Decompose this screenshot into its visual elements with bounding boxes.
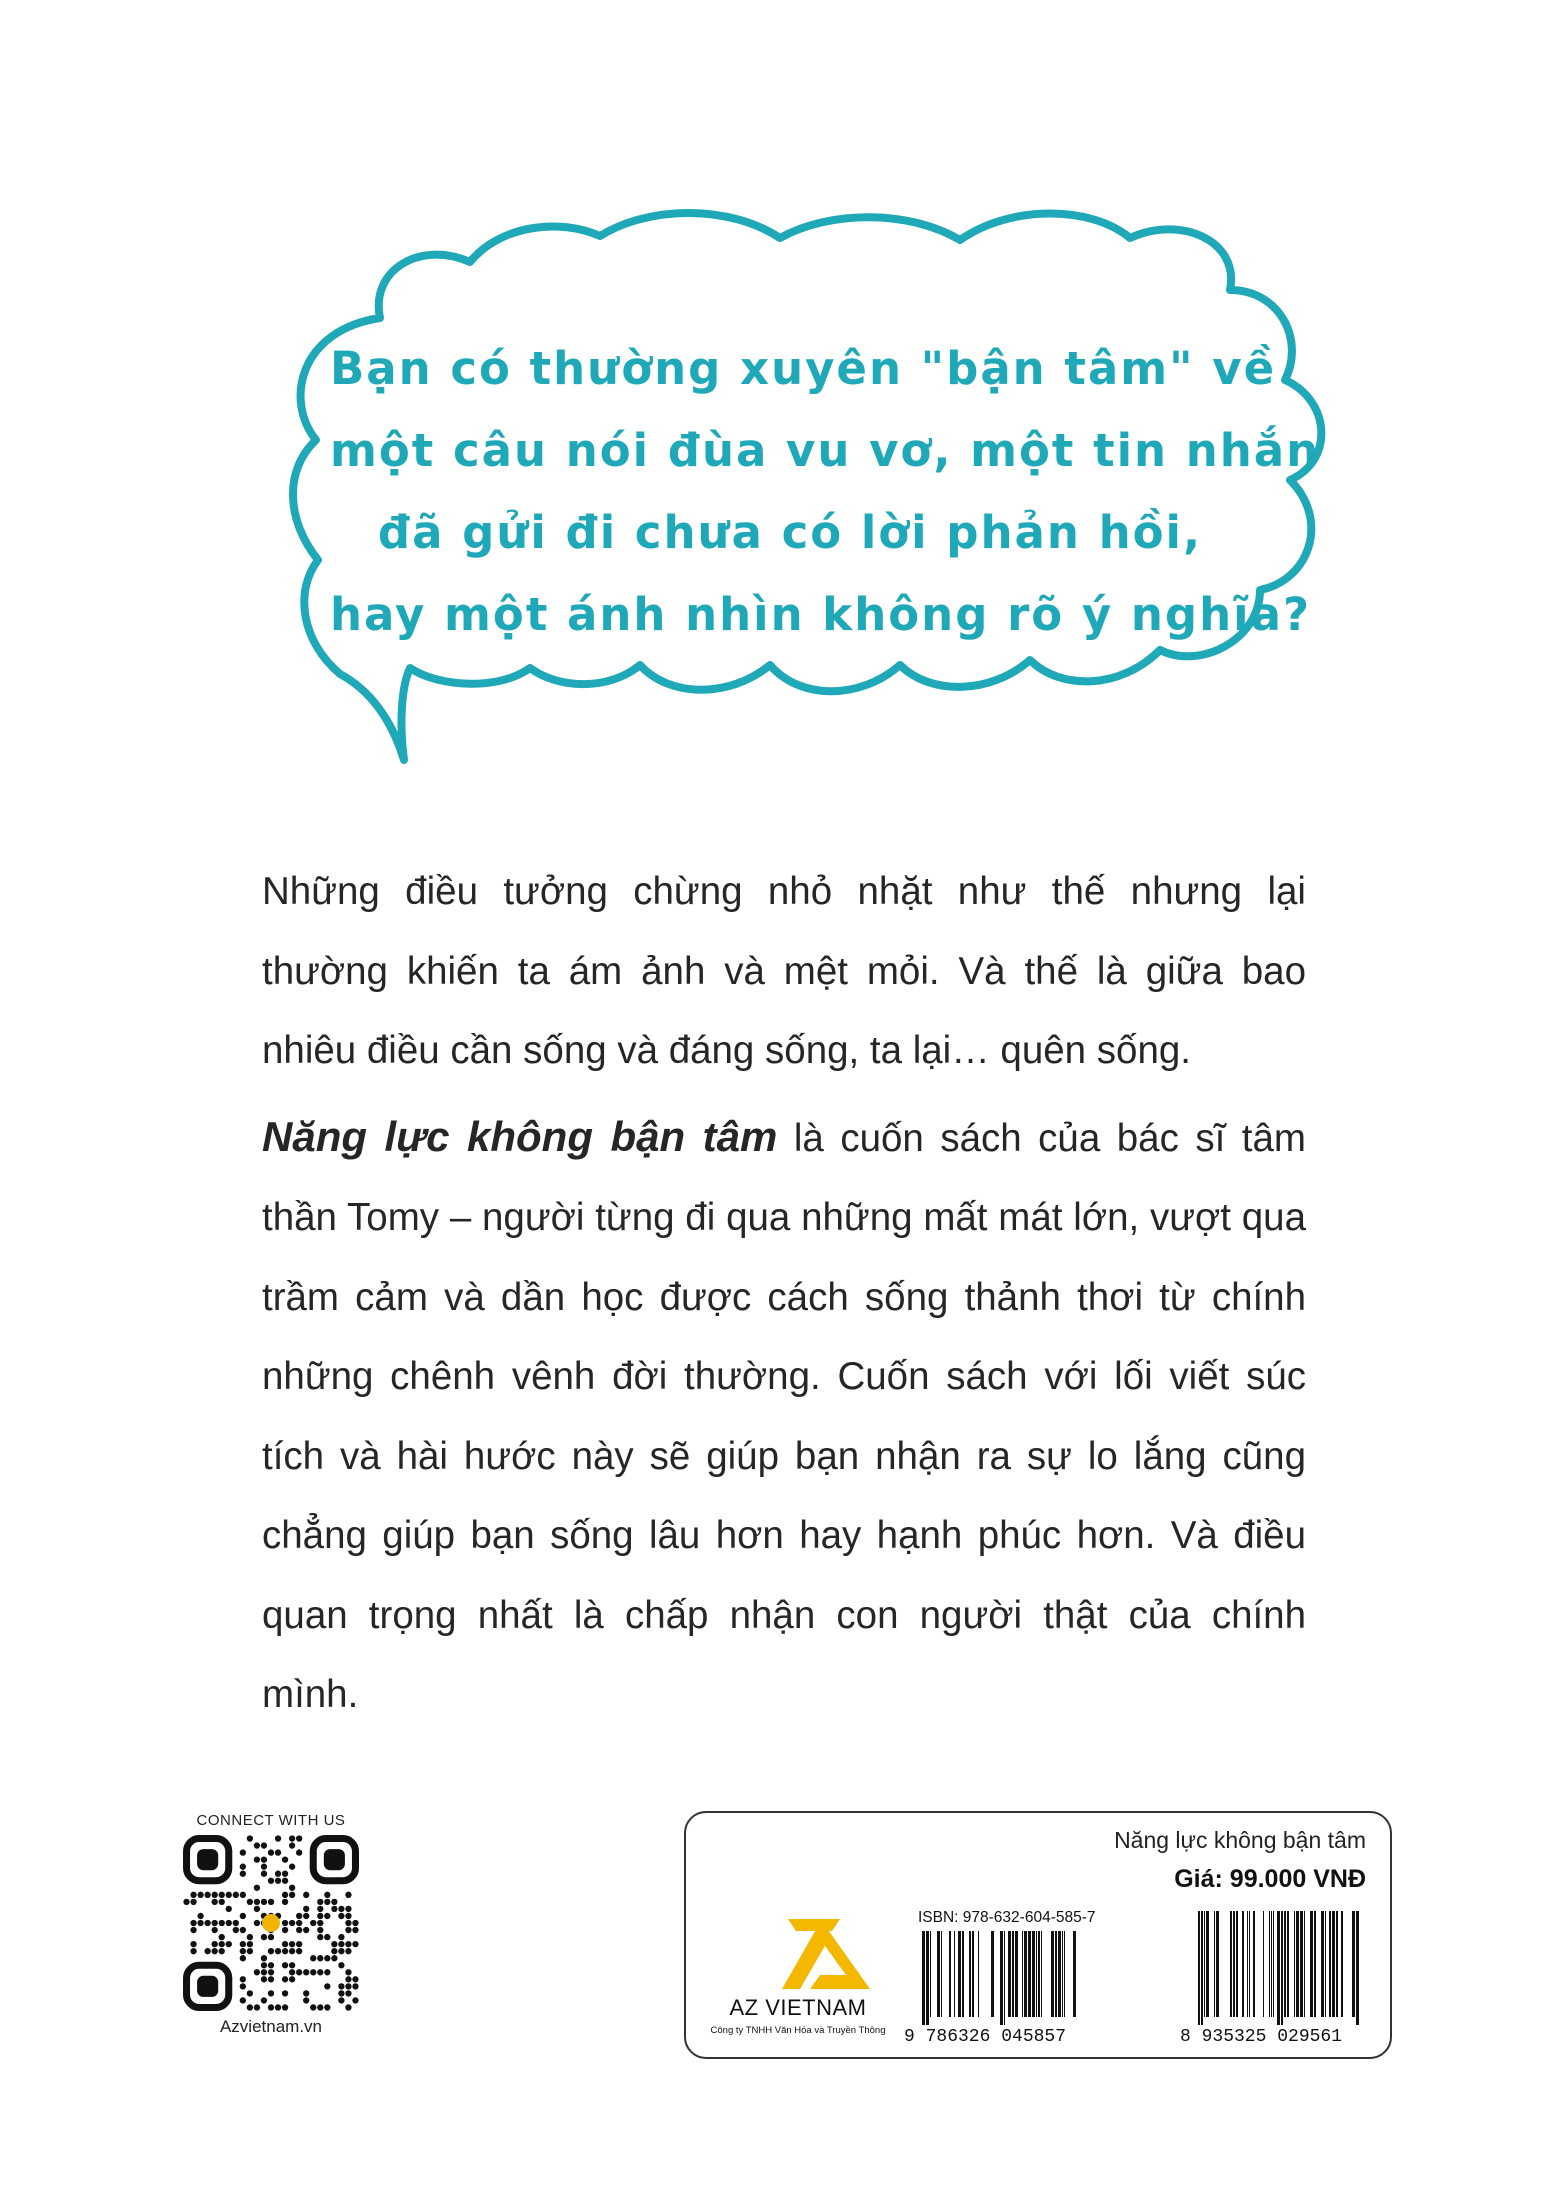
qr-caption: CONNECT WITH US: [196, 1812, 346, 1829]
bubble-line: đã gửi đi chưa có lời phản hồi,: [377, 506, 1203, 559]
website-link[interactable]: Azvietnam.vn: [219, 2017, 323, 2036]
isbn-label: ISBN: 978-632-604-585-7: [918, 1909, 1096, 1926]
isbn-barcode: [918, 1931, 1088, 2025]
product-barcode-digits: 8 935325 029561: [1180, 2027, 1343, 2047]
az-vietnam-logo-icon: [780, 1917, 872, 1991]
speech-bubble-text: [330, 328, 1321, 656]
publisher-name: AZ VIETNAM: [729, 1995, 867, 2020]
price-label: Giá: 99.000 VNĐ: [1174, 1865, 1366, 1893]
publisher-company: Công ty TNHH Văn Hóa và Truyền Thông: [710, 2025, 886, 2036]
description-paragraph: [262, 1097, 1306, 1735]
product-barcode: [1194, 1911, 1364, 2025]
description-paragraph: Những điều tưởng chừng nhỏ nhặt như thế nhưng lại thường khiến ta ám ảnh và mệt mỏi. Và thế là giữa bao nhiêu điều cần sống và đáng sống, ta lại… quên sống.: [262, 870, 1306, 1072]
qr-code[interactable]: [183, 1835, 359, 2011]
book-description: [262, 852, 1306, 1735]
qr-block: [176, 1812, 366, 2037]
isbn-barcode-digits: 9 786326 045857: [904, 2027, 1067, 2047]
bubble-line: hay một ánh nhìn không rõ ý nghĩa?: [330, 588, 1312, 641]
description-text: là cuốn sách của bác sĩ tâm thần Tomy – người từng đi qua những mất mát lớn, vượt qua trầm cảm và dần học được cách sống thảnh thơi từ chính những chênh vênh đời thường. Cuốn sách với lối viết súc tích và hài hước này sẽ giúp bạn nhận ra sự lo lắng cũng chẳng giúp bạn sống lâu hơn hay hạnh phúc hơn. Và điều quan trọng nhất là chấp nhận con người thật của chính mình.: [262, 1116, 1306, 1716]
price-panel: [684, 1811, 1392, 2059]
panel-book-title: Năng lực không bận tâm: [1114, 1827, 1366, 1853]
bubble-line: Bạn có thường xuyên "bận tâm" về: [330, 342, 1277, 395]
book-title-inline: Năng lực không bận tâm: [262, 1112, 778, 1160]
bubble-line: một câu nói đùa vu vơ, một tin nhắn: [330, 424, 1321, 477]
